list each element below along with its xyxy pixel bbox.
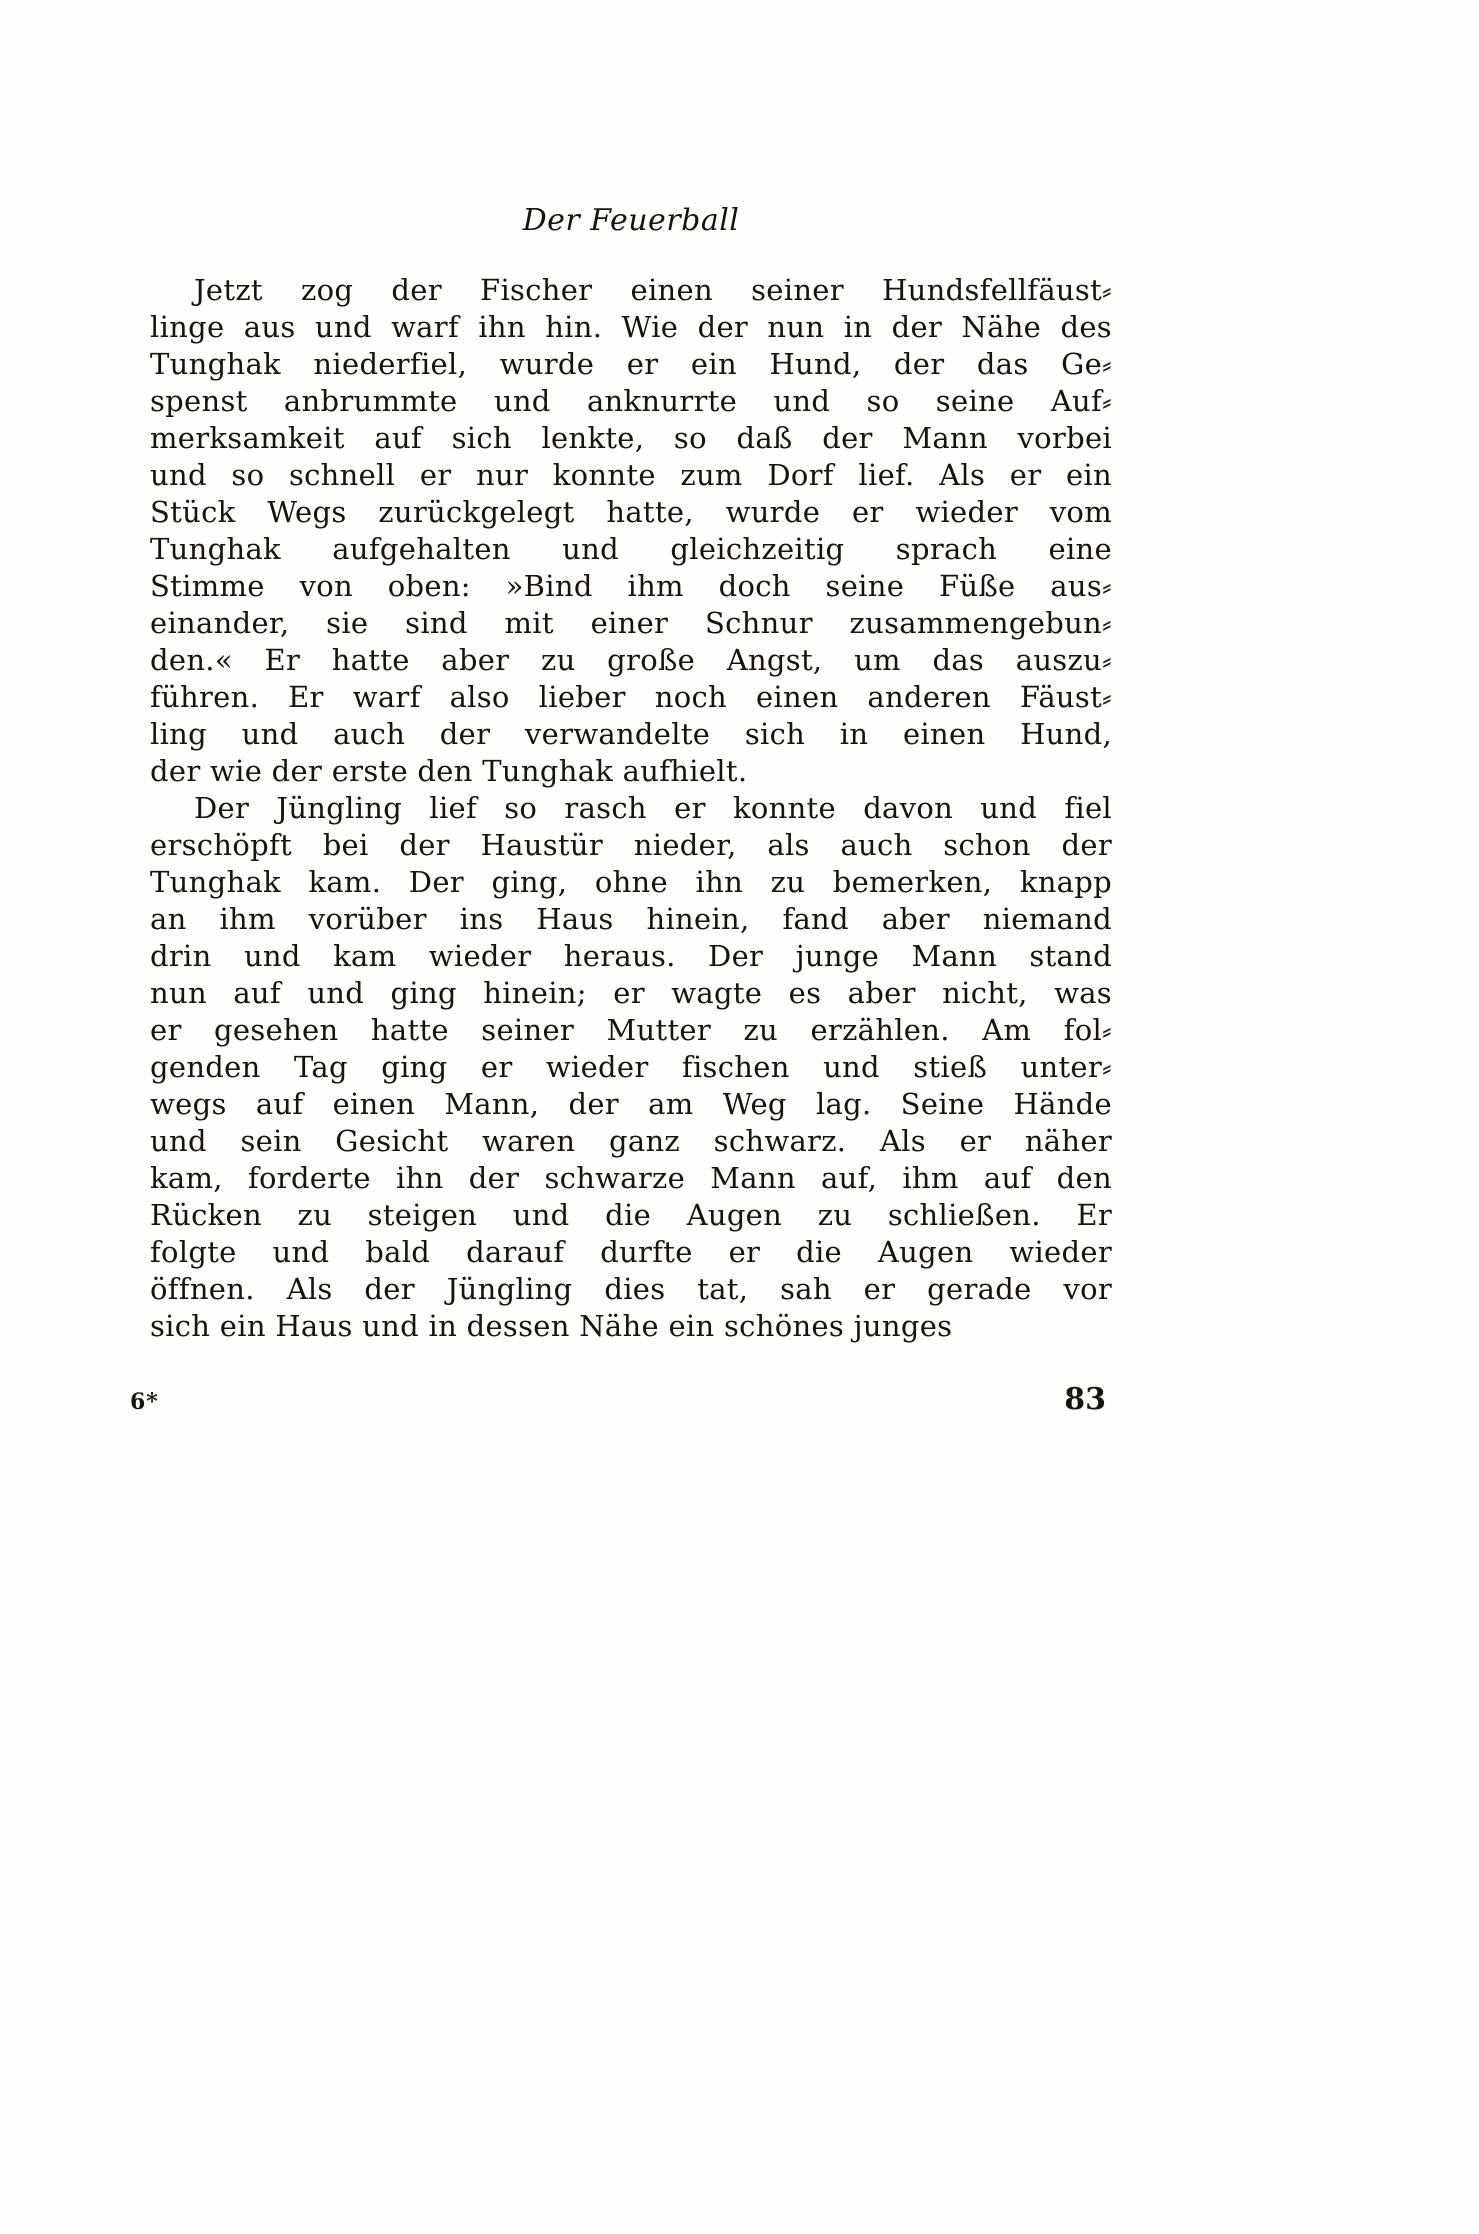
page-number: 83 bbox=[1064, 1382, 1106, 1417]
text-line: Tunghak niederfiel, wurde er ein Hund, der das Ge⸗ bbox=[150, 347, 1112, 381]
text-line: führen. Er warf also lieber noch einen anderen Fäust⸗ bbox=[150, 680, 1112, 714]
page-footer bbox=[130, 1382, 1120, 1417]
text-line: erschöpft bei der Haustür nieder, als auch schon der bbox=[150, 828, 1112, 862]
text-line: wegs auf einen Mann, der am Weg lag. Seine Hände bbox=[150, 1087, 1112, 1121]
text-line: und sein Gesicht waren ganz schwarz. Als er näher bbox=[150, 1124, 1112, 1158]
text-line: einander, sie sind mit einer Schnur zusammengebun⸗ bbox=[150, 606, 1112, 640]
text-line: sich ein Haus und in dessen Nähe ein schönes junges bbox=[150, 1309, 953, 1343]
text-line: an ihm vorüber ins Haus hinein, fand aber niemand bbox=[150, 902, 1112, 936]
text-line: Der Jüngling lief so rasch er konnte davon und fiel bbox=[194, 791, 1112, 825]
text-line: folgte und bald darauf durfte er die Augen wieder bbox=[150, 1235, 1112, 1269]
text-line: drin und kam wieder heraus. Der junge Mann stand bbox=[150, 939, 1112, 973]
text-line: Stimme von oben: »Bind ihm doch seine Füße aus⸗ bbox=[150, 569, 1112, 603]
text-line: kam, forderte ihn der schwarze Mann auf, ihm auf den bbox=[150, 1161, 1112, 1195]
text-line: Tunghak aufgehalten und gleichzeitig sprach eine bbox=[150, 532, 1112, 566]
text-line: er gesehen hatte seiner Mutter zu erzählen. Am fol⸗ bbox=[150, 1013, 1112, 1047]
text-line: nun auf und ging hinein; er wagte es aber nicht, was bbox=[150, 976, 1112, 1010]
text-line: Stück Wegs zurückgelegt hatte, wurde er wieder vom bbox=[150, 495, 1112, 529]
text-line: und so schnell er nur konnte zum Dorf lief. Als er ein bbox=[150, 458, 1112, 492]
text-line: den.« Er hatte aber zu große Angst, um das auszu⸗ bbox=[150, 643, 1112, 677]
text-line: Tunghak kam. Der ging, ohne ihn zu bemerken, knapp bbox=[150, 865, 1112, 899]
text-block bbox=[150, 272, 1112, 1345]
text-line: genden Tag ging er wieder fischen und stieß unter⸗ bbox=[150, 1050, 1112, 1084]
text-line: ling und auch der verwandelte sich in einen Hund, bbox=[150, 717, 1112, 751]
text-line: öffnen. Als der Jüngling dies tat, sah er gerade vor bbox=[150, 1272, 1112, 1306]
text-line: merksamkeit auf sich lenkte, so daß der Mann vorbei bbox=[150, 421, 1112, 455]
text-line: spenst anbrummte und anknurrte und so seine Auf⸗ bbox=[150, 384, 1112, 418]
text-line: der wie der erste den Tunghak aufhielt. bbox=[150, 754, 748, 788]
text-line: Rücken zu steigen und die Augen zu schließen. Er bbox=[150, 1198, 1112, 1232]
text-line: linge aus und warf ihn hin. Wie der nun in der Nähe des bbox=[150, 310, 1112, 344]
text-line: Jetzt zog der Fischer einen seiner Hundsfellfäust⸗ bbox=[194, 273, 1112, 307]
signature-mark: 6* bbox=[130, 1389, 159, 1415]
running-header: Der Feuerball bbox=[522, 203, 740, 238]
